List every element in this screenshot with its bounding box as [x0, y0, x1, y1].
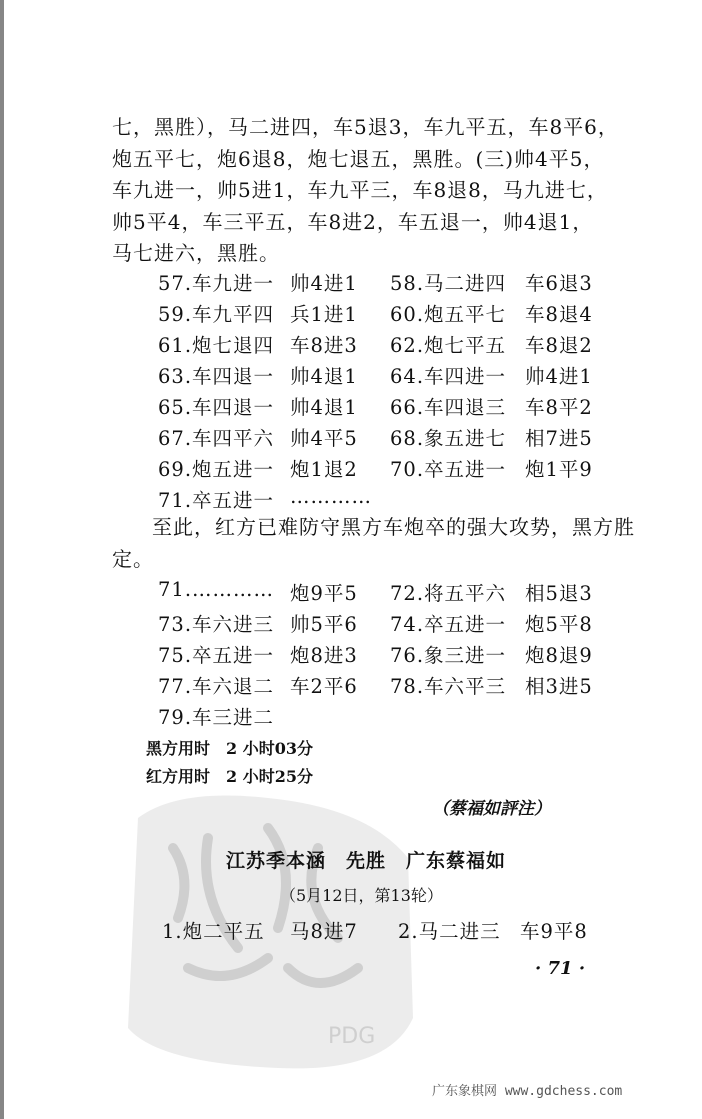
game-title: 江苏季本涵 先胜 广东蔡福如 — [226, 850, 507, 872]
move-black: 相7进5 — [525, 427, 593, 450]
move-black: 帅4退1 — [290, 365, 358, 388]
move-black: 车8进3 — [290, 334, 358, 357]
move-black: 车9平8 — [520, 920, 588, 943]
commentator-credit: （蔡福如評注） — [432, 799, 551, 819]
text-line: 至此，红方已难防守黑方车炮卒的强大攻势，黑方胜 — [152, 515, 635, 539]
move-black: 相5退3 — [525, 582, 593, 605]
move-red: 64.车四进一 — [390, 365, 507, 388]
move-red: 67.车四平六 — [158, 427, 275, 450]
move-black: 车8退4 — [525, 303, 593, 326]
move-red: 63.车四退一 — [158, 365, 275, 388]
move-red: 1.炮二平五 — [162, 920, 265, 943]
move-red: 79.车三进二 — [158, 706, 275, 729]
move-black: 炮1平9 — [525, 458, 593, 481]
move-red: 74.卒五进一 — [390, 613, 507, 636]
move-red: 76.象三进一 — [390, 644, 507, 667]
time-red: 红方用时 2 小时25分 — [146, 767, 313, 786]
page-number: · 71 · — [535, 958, 586, 979]
move-red: 75.卒五进一 — [158, 644, 275, 667]
move-red: 71.卒五进一 — [158, 489, 275, 512]
move-red: 78.车六平三 — [390, 675, 507, 698]
time-black: 黑方用时 2 小时03分 — [146, 739, 313, 758]
move-black: 车8退2 — [525, 334, 593, 357]
move-red: 60.炮五平七 — [390, 303, 507, 326]
move-black: ………… — [290, 485, 372, 508]
move-red: 71.………… — [158, 578, 275, 601]
move-red: 77.车六退二 — [158, 675, 275, 698]
move-black: 帅5平6 — [290, 613, 358, 636]
seal-text: PDG — [328, 1024, 376, 1049]
text-line: 帅5平4，车三平五，车8进2，车五退一，帅4退1， — [112, 209, 594, 234]
move-red: 57.车九进一 — [158, 272, 275, 295]
move-red: 73.车六进三 — [158, 613, 275, 636]
scan-edge — [0, 0, 4, 1119]
move-red: 72.将五平六 — [390, 582, 507, 605]
move-black: 炮1退2 — [290, 458, 358, 481]
move-red: 2.马二进三 — [398, 920, 501, 943]
move-black: 帅4平5 — [290, 427, 358, 450]
move-black: 炮8退9 — [525, 644, 593, 667]
move-red: 66.车四退三 — [390, 396, 507, 419]
move-black: 马8进7 — [290, 920, 358, 943]
move-red: 62.炮七平五 — [390, 334, 507, 357]
move-black: 车8平2 — [525, 396, 593, 419]
move-red: 69.炮五进一 — [158, 458, 275, 481]
text-line: 定。 — [112, 546, 154, 571]
move-red: 65.车四退一 — [158, 396, 275, 419]
move-black: 帅4退1 — [290, 396, 358, 419]
game-info: （5月12日，第13轮） — [280, 886, 443, 905]
move-black: 帅4进1 — [290, 272, 358, 295]
move-black: 帅4进1 — [525, 365, 593, 388]
move-black: 车2平6 — [290, 675, 358, 698]
move-red: 59.车九平四 — [158, 303, 275, 326]
text-line: 七，黑胜），马二进四，车5退3，车九平五，车8平6， — [112, 115, 619, 139]
move-red: 70.卒五进一 — [390, 458, 507, 481]
text-line: 马七进六，黑胜。 — [112, 241, 280, 265]
paragraph-variation — [112, 112, 619, 270]
text-line: 车九进一，帅5进1，车九平三，车8退8，马九进七， — [112, 178, 608, 202]
move-black: 炮8进3 — [290, 644, 358, 667]
move-red: 68.象五进七 — [390, 427, 507, 450]
move-black: 相3进5 — [525, 675, 593, 698]
move-black: 车6退3 — [525, 272, 593, 295]
move-red: 61.炮七退四 — [158, 334, 275, 357]
text-line: 炮五平七，炮6退8，炮七退五，黑胜。(三)帅4平5， — [112, 146, 605, 171]
move-red: 58.马二进四 — [390, 272, 507, 295]
move-black: 兵1进1 — [290, 303, 358, 326]
move-black: 炮5平8 — [525, 613, 593, 636]
site-watermark-footer: 广东象棋网 www.gdchess.com — [432, 1084, 623, 1099]
paragraph-conclusion — [112, 512, 635, 575]
move-black: 炮9平5 — [290, 582, 358, 605]
